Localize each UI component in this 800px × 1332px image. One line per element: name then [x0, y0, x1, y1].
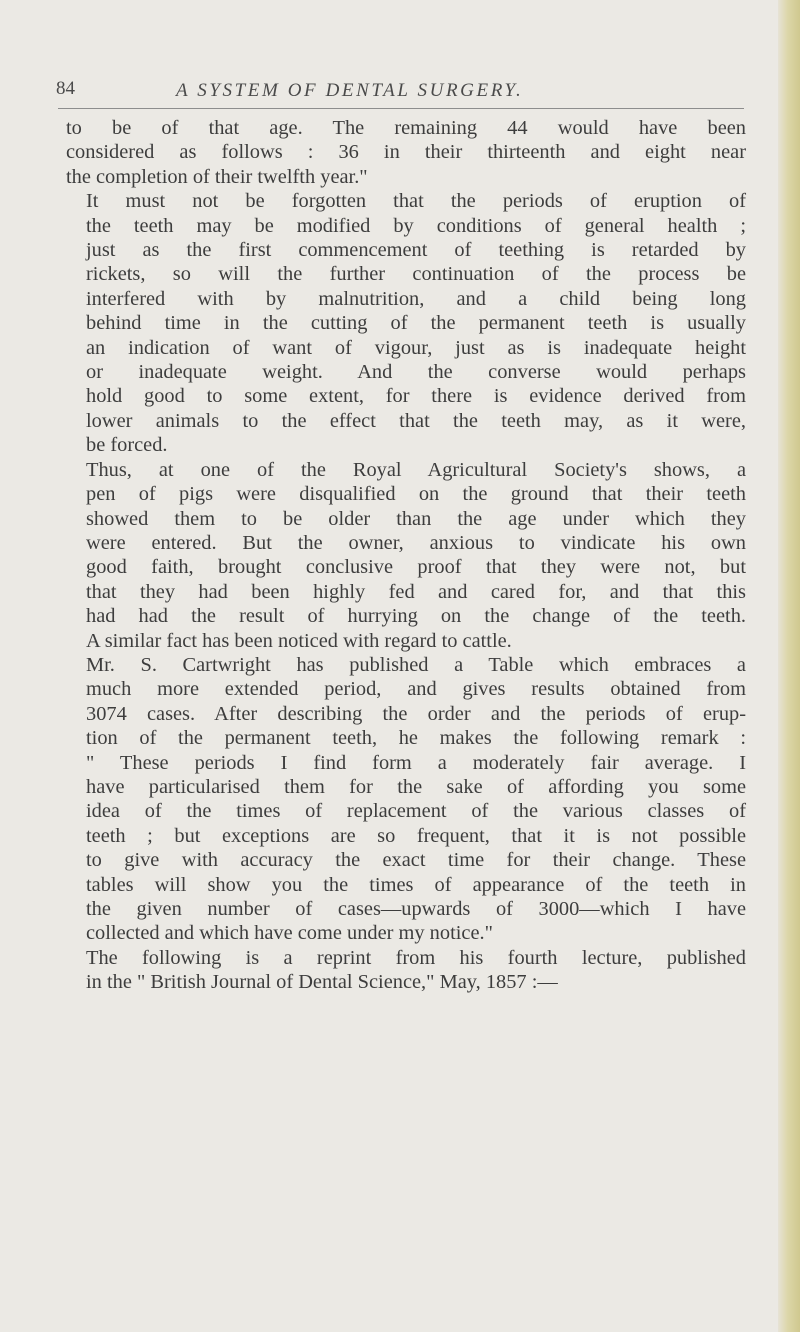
text-line: much more extended period, and gives results obtained from	[86, 678, 746, 701]
text-line: " These periods I find form a moderately fair average. I	[86, 751, 746, 774]
paragraph	[66, 116, 746, 189]
text-line: lower animals to the effect that the teeth may, as it were,	[86, 409, 746, 432]
text-line: considered as follows : 36 in their thirteenth and eight near	[66, 141, 746, 164]
text-line: tion of the permanent teeth, he makes the following remark :	[86, 727, 746, 750]
text-line: the teeth may be modified by conditions of general health ;	[86, 214, 746, 237]
text-line: pen of pigs were disqualified on the ground that their teeth	[86, 483, 746, 506]
paragraph	[66, 946, 746, 995]
text-line: good faith, brought conclusive proof that they were not, but	[86, 556, 746, 579]
text-line: that they had been highly fed and cared for, and that this	[86, 580, 746, 603]
text-line: tables will show you the times of appearance of the teeth in	[86, 873, 746, 896]
body-text	[66, 116, 746, 995]
text-line: idea of the times of replacement of the various classes of	[86, 800, 746, 823]
page-edge	[778, 0, 800, 1332]
text-line: rickets, so will the further continuation of the process be	[86, 263, 746, 286]
text-line: were entered. But the owner, anxious to vindicate his own	[86, 531, 746, 554]
text-line: Mr. S. Cartwright has published a Table which embraces a	[86, 653, 746, 676]
text-line: behind time in the cutting of the permanent teeth is usually	[86, 312, 746, 335]
header-rule	[58, 108, 744, 109]
paragraph	[66, 653, 746, 946]
text-line: 3074 cases. After describing the order and the periods of erup-	[86, 702, 746, 725]
text-line: collected and which have come under my notice."	[86, 922, 493, 945]
text-line: teeth ; but exceptions are so frequent, that it is not possible	[86, 824, 746, 847]
page-header	[56, 74, 746, 108]
text-line: to be of that age. The remaining 44 would have been	[66, 117, 746, 139]
text-line: an indication of want of vigour, just as is inadequate height	[86, 336, 746, 359]
text-line: just as the first commencement of teething is retarded by	[86, 239, 746, 262]
text-line: have particularised them for the sake of affording you some	[86, 775, 746, 798]
text-line: Thus, at one of the Royal Agricultural Society's shows, a	[86, 458, 746, 481]
text-line: the given number of cases—upwards of 3000—which I have	[86, 898, 746, 920]
text-line: hold good to some extent, for there is evidence derived from	[86, 385, 746, 408]
text-line: to give with accuracy the exact time for their change. These	[86, 849, 746, 872]
text-line: A similar fact has been noticed with regard to cattle.	[86, 629, 512, 652]
paragraph	[66, 189, 746, 457]
text-line: in the " British Journal of Dental Science," May, 1857 :—	[86, 971, 558, 994]
text-line: It must not be forgotten that the periods of eruption of	[86, 190, 746, 213]
page-number: 84	[56, 78, 75, 99]
running-title: A SYSTEM OF DENTAL SURGERY.	[176, 80, 524, 101]
text-line: be forced.	[86, 434, 168, 457]
text-line: had had the result of hurrying on the change of the teeth.	[86, 605, 746, 628]
text-line: showed them to be older than the age under which they	[86, 507, 746, 530]
text-line: The following is a reprint from his fourth lecture, published	[86, 946, 746, 969]
text-line: or inadequate weight. And the converse would perhaps	[86, 361, 746, 384]
text-line: the completion of their twelfth year."	[66, 165, 368, 188]
text-line: interfered with by malnutrition, and a child being long	[86, 287, 746, 310]
paragraph	[66, 458, 746, 653]
